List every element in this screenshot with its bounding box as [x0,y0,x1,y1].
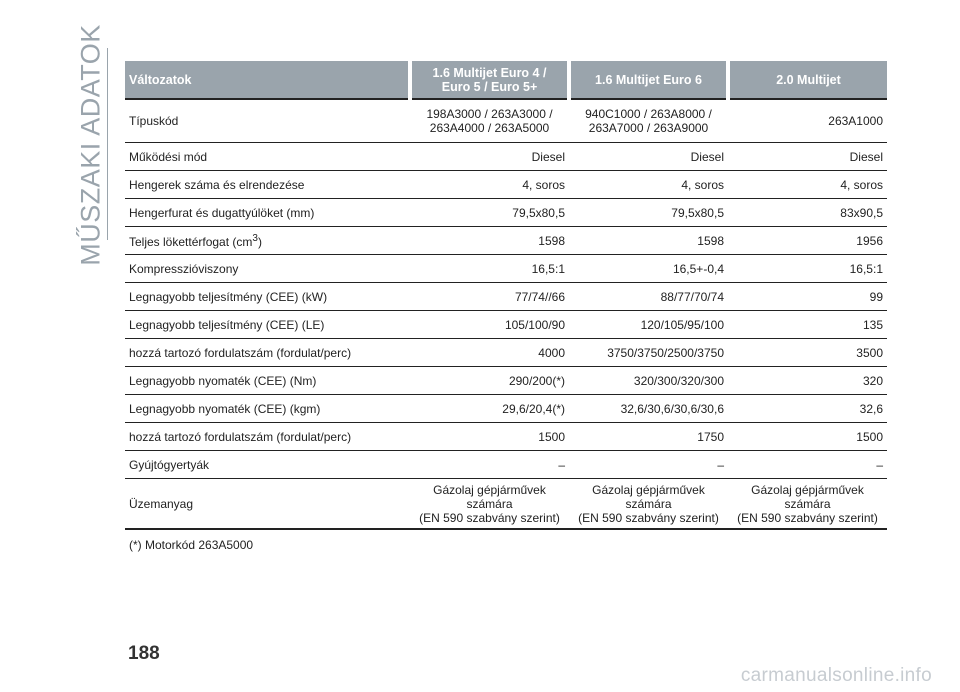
row-value: – [410,451,569,479]
row-label: Legnagyobb teljesítmény (CEE) (LE) [125,311,410,339]
row-value: 135 [728,311,887,339]
row-value: 3500 [728,339,887,367]
header-variants: Változatok [125,61,410,99]
table-row [125,479,887,530]
row-value: 198A3000 / 263A3000 / 263A4000 / 263A5000 [410,99,569,143]
header-16-euro4: 1.6 Multijet Euro 4 / Euro 5 / Euro 5+ [410,61,569,99]
row-value: 79,5x80,5 [410,199,569,227]
section-title-text: MŰSZAKI ADATOK [75,24,106,266]
table-row [125,339,887,367]
row-value: Diesel [728,143,887,171]
row-value: 77/74//66 [410,283,569,311]
row-value: 290/200(*) [410,367,569,395]
row-value: 1500 [410,423,569,451]
row-value: 320 [728,367,887,395]
row-label: Legnagyobb teljesítmény (CEE) (kW) [125,283,410,311]
row-value: 940C1000 / 263A8000 / 263A7000 / 263A9000 [569,99,728,143]
row-value: 4, soros [569,171,728,199]
row-label: Kompresszióviszony [125,255,410,283]
row-value: 4, soros [410,171,569,199]
table-row [125,171,887,199]
row-label: Hengerek száma és elrendezése [125,171,410,199]
header-16-euro6: 1.6 Multijet Euro 6 [569,61,728,99]
row-value: 99 [728,283,887,311]
row-value: 16,5+-0,4 [569,255,728,283]
table-row [125,451,887,479]
row-value: Diesel [569,143,728,171]
row-label: Gyújtógyertyák [125,451,410,479]
row-value: 4, soros [728,171,887,199]
table-row [125,99,887,143]
row-value: 1598 [410,227,569,255]
row-value: 83x90,5 [728,199,887,227]
row-value: 263A1000 [728,99,887,143]
table-row [125,227,887,255]
row-label: hozzá tartozó fordulatszám (fordulat/perc) [125,339,410,367]
section-divider [107,48,108,240]
row-value: 16,5:1 [410,255,569,283]
table-row [125,283,887,311]
header-20: 2.0 Multijet [728,61,887,99]
spec-table [125,61,887,530]
row-value: Gázolaj gépjárművek számára (EN 590 szabvány szerint) [569,479,728,530]
row-value: Diesel [410,143,569,171]
row-value: 79,5x80,5 [569,199,728,227]
row-value: – [728,451,887,479]
table-row [125,311,887,339]
row-label: Legnagyobb nyomaték (CEE) (Nm) [125,367,410,395]
row-value: Gázolaj gépjárművek számára (EN 590 szabvány szerint) [410,479,569,530]
table-row [125,395,887,423]
row-value: 4000 [410,339,569,367]
table-header-row [125,61,887,99]
row-value: 1598 [569,227,728,255]
row-label: Teljes lökettérfogat $(cm^3)$ [125,227,410,255]
watermark: carmanualsonline.info [740,665,932,686]
table-row [125,423,887,451]
table-row [125,255,887,283]
row-value: Gázolaj gépjárművek számára (EN 590 szabvány szerint) [728,479,887,530]
row-label: hozzá tartozó fordulatszám (fordulat/perc) [125,423,410,451]
row-value: – [569,451,728,479]
row-value: 1956 [728,227,887,255]
row-value: 320/300/320/300 [569,367,728,395]
table-row [125,367,887,395]
row-value: 1750 [569,423,728,451]
row-label: Működési mód [125,143,410,171]
row-label: Típuskód [125,99,410,143]
row-value: 29,6/20,4(*) [410,395,569,423]
row-value: 32,6 [728,395,887,423]
row-value: 16,5:1 [728,255,887,283]
table-row [125,143,887,171]
row-value: 3750/3750/2500/3750 [569,339,728,367]
section-title [75,24,106,266]
table-row [125,199,887,227]
row-value: 120/105/95/100 [569,311,728,339]
row-label: Hengerfurat és dugattyúlöket (mm) [125,199,410,227]
row-label: Üzemanyag [125,479,410,530]
row-value: 105/100/90 [410,311,569,339]
row-value: 1500 [728,423,887,451]
row-value: 32,6/30,6/30,6/30,6 [569,395,728,423]
footnote: (*) Motorkód 263A5000 [129,538,254,552]
page-number: 188 [128,643,160,664]
row-label: Legnagyobb nyomaték (CEE) (kgm) [125,395,410,423]
row-value: 88/77/70/74 [569,283,728,311]
